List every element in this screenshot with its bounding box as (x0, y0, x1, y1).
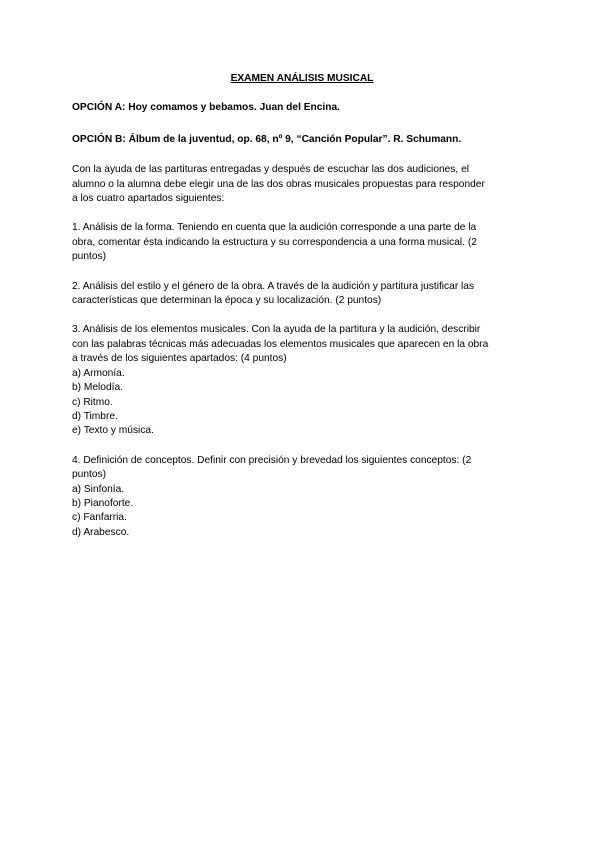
question-3-line: a través de los siguientes apartados: (4 puntos) (72, 353, 287, 365)
option-b: OPCIÓN B: Álbum de la juventud, op. 68, nº 9, “Canción Popular”. R. Schumann. (72, 133, 462, 145)
question-1-line: puntos) (72, 251, 106, 263)
intro-line: alumno o la alumna debe elegir una de las dos obras musicales propuestas para responder (72, 178, 485, 190)
question-3-item: b) Melodía. (72, 382, 123, 394)
question-3-item: d) Timbre. (72, 410, 118, 422)
question-2-line: características que determinan la época y su localización. (2 puntos) (72, 295, 382, 307)
option-a: OPCIÓN A: Hoy comamos y bebamos. Juan del Encina. (72, 102, 340, 114)
question-1-line: 1. Análisis de la forma. Teniendo en cuenta que la audición corresponde a una parte de la (72, 222, 477, 234)
question-1 (72, 221, 532, 264)
question-4-item: c) Fanfarria. (72, 512, 127, 524)
question-1-line: obra, comentar ésta indicando la estructura y su correspondencia a una forma musical. (2 (72, 236, 477, 248)
question-3-item: c) Ritmo. (72, 396, 113, 408)
exam-page (72, 72, 532, 555)
question-4-line: 4. Definición de conceptos. Definir con precisión y brevedad los siguientes conceptos: (2 (72, 454, 472, 466)
exam-title: EXAMEN ANÁLISIS MUSICAL (230, 73, 374, 84)
question-3-item: a) Armonía. (72, 367, 125, 379)
intro-line: Con la ayuda de las partituras entregadas y después de escuchar las dos audiciones, el (72, 164, 469, 176)
intro-line: a los cuatro apartados siguientes: (72, 193, 225, 205)
question-4-item: a) Sinfonía. (72, 483, 125, 495)
question-3-line: 3. Análisis de los elementos musicales. Con la ayuda de la partitura y la audición, describir (72, 324, 481, 336)
question-4-item: d) Arabesco. (72, 526, 130, 538)
question-2-line: 2. Análisis del estilo y el género de la obra. A través de la audición y partitura justificar las (72, 280, 475, 292)
intro-paragraph (72, 163, 532, 206)
question-3 (72, 323, 532, 438)
question-4-line: puntos) (72, 469, 106, 481)
question-2 (72, 280, 532, 309)
question-4 (72, 454, 532, 540)
question-4-item: b) Pianoforte. (72, 497, 134, 509)
question-3-line: con las palabras técnicas más adecuadas los elementos musicales que aparecen en la obra (72, 338, 489, 350)
question-3-item: e) Texto y música. (72, 425, 154, 437)
